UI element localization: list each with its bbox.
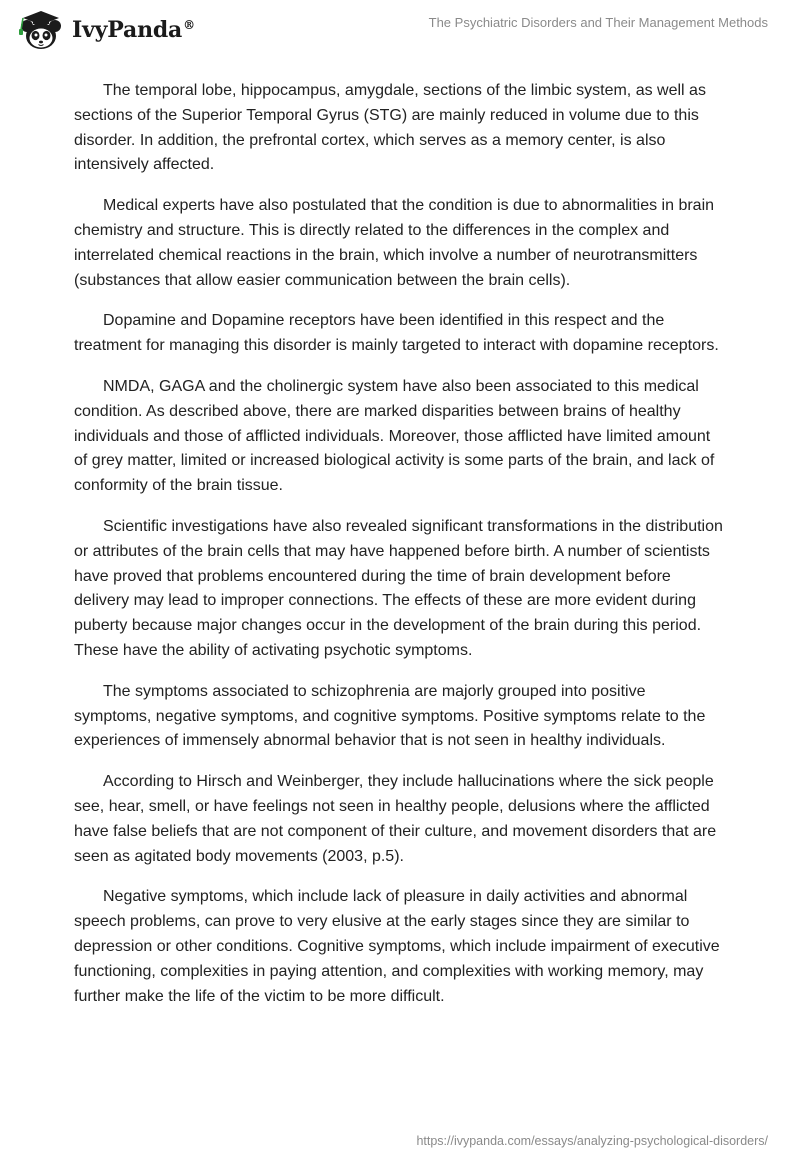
- paragraph: According to Hirsch and Weinberger, they include hallucinations where the sick people see, hear, smell, or have feelings not seen in healthy people, delusions where the afflicted have false beliefs that are not component of their culture, and movement disorders that are seen as agitated body movements (2003, p.5).: [74, 773, 717, 865]
- brand-name-text: IvyPanda: [72, 17, 183, 43]
- brand-name: [72, 17, 195, 43]
- essay-body: [74, 79, 726, 1025]
- paragraph: Negative symptoms, which include lack of pleasure in daily activities and abnormal speech problems, can prove to very elusive at the early stages since they are similar to depression or other conditions. Cognitive symptoms, which include impairment of executive functioning, complexities in paying attention, and complexities with working memory, may further make the life of the victim to be more difficult.: [74, 888, 720, 1005]
- document-title: The Psychiatric Disorders and Their Management Methods: [428, 15, 768, 30]
- registered-mark: ®: [183, 17, 195, 32]
- page-header: [0, 0, 800, 64]
- panda-graduation-cap-icon: [14, 8, 68, 52]
- paragraph: Scientific investigations have also revealed significant transformations in the distribution or attributes of the brain cells that may have happened before birth. A number of scientists have proved that problems encountered during the time of brain development before delivery may lead to improper connections. The effects of these are more evident during puberty because major changes occur in the development of the brain during this period. These have the ability of activating psychotic symptoms.: [74, 517, 723, 659]
- paragraph: The symptoms associated to schizophrenia are majorly grouped into positive symptoms, negative symptoms, and cognitive symptoms. Positive symptoms relate to the experiences of immensely abnormal behavior that is not seen in healthy individuals.: [74, 682, 706, 750]
- paragraph: Medical experts have also postulated that the condition is due to abnormalities in brain chemistry and structure. This is directly related to the differences in the complex and interrelated chemical reactions in the brain, which involve a number of neurotransmitters (substances that allow easier communication between the brain cells).: [74, 197, 715, 289]
- source-url-link[interactable]: https://ivypanda.com/essays/analyzing-psychological-disorders/: [416, 1134, 768, 1148]
- paragraph: Dopamine and Dopamine receptors have been identified in this respect and the treatment for managing this disorder is mainly targeted to interact with dopamine receptors.: [74, 312, 719, 355]
- paragraph: NMDA, GAGA and the cholinergic system have also been associated to this medical condition. As described above, there are marked disparities between brains of healthy individuals and those of afflicted individuals. Moreover, those afflicted have limited amount of grey matter, limited or increased biological activity is some parts of the brain, and lack of conformity of the brain tissue.: [74, 377, 715, 495]
- brand-logo[interactable]: [14, 8, 195, 52]
- paragraph: The temporal lobe, hippocampus, amygdale, sections of the limbic system, as well as sections of the Superior Temporal Gyrus (STG) are mainly reduced in volume due to this disorder. In addition, the prefrontal cortex, which serves as a memory center, is also intensively affected.: [74, 82, 706, 174]
